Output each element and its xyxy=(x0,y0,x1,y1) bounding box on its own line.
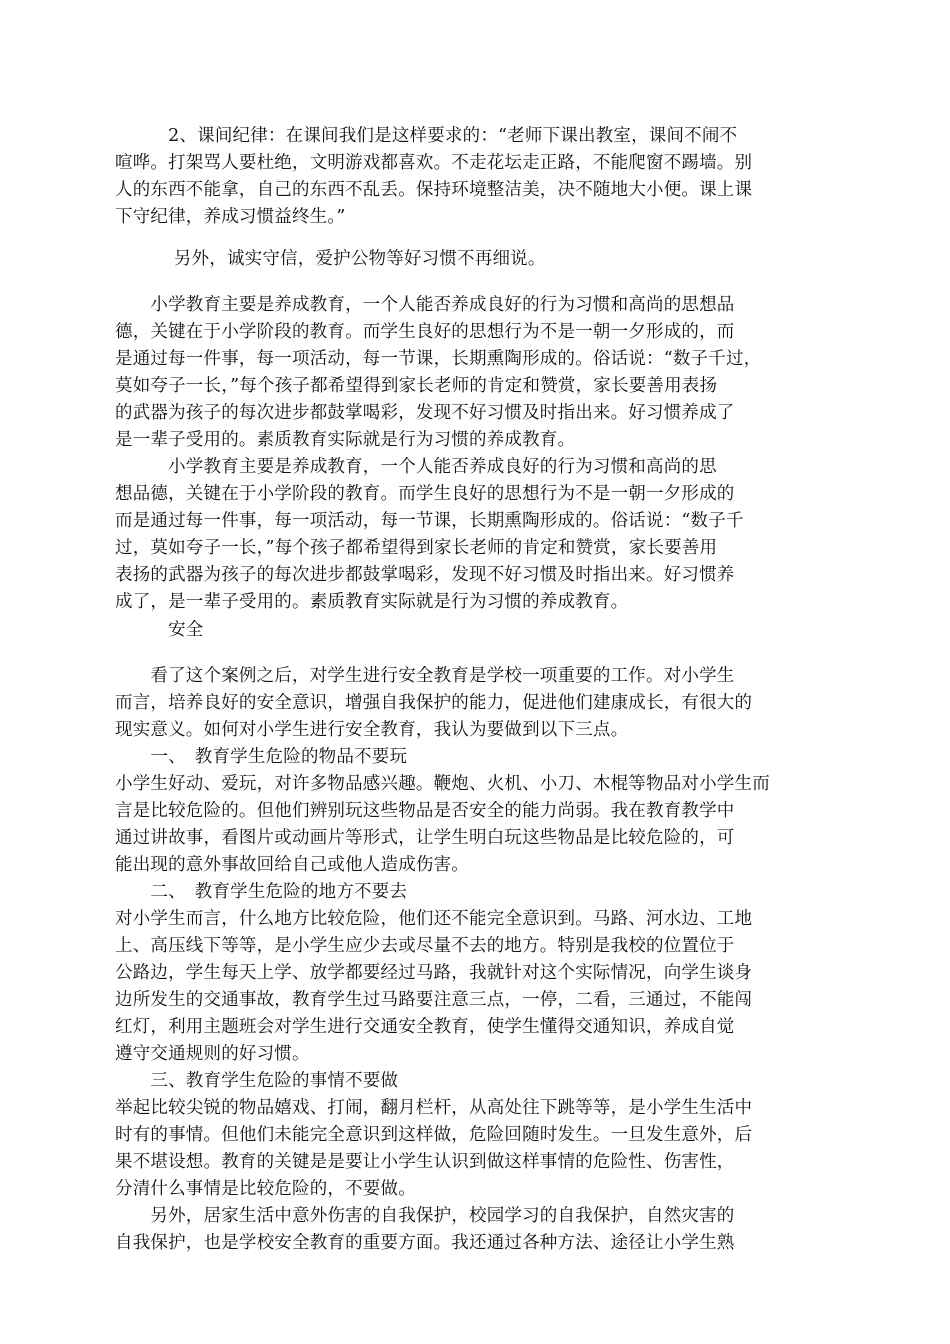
text-line: 是一辈子受用的。素质教育实际就是行为习惯的养成教育。 xyxy=(115,430,576,450)
text-line: 能出现的意外事故回给自己或他人造成伤害。 xyxy=(115,855,469,875)
text-line: 是通过每一件事，每一项活动，每一节课，长期熏陶形成的。俗话说：“数子千过， xyxy=(115,349,762,369)
text-line: 现实意义。如何对小学生进行安全教育，我认为要做到以下三点。 xyxy=(115,720,629,740)
text-line: 红灯，利用主题班会对学生进行交通安全教育，使学生懂得交通知识，养成自觉 xyxy=(115,1017,735,1037)
item-heading: 三、教育学生危险的事情不要做 xyxy=(115,1071,399,1091)
paragraph-habit-education-1 xyxy=(115,292,815,454)
paragraph-safety-intro xyxy=(115,663,815,744)
text-line: 小学生好动、爱玩，对许多物品感兴趣。鞭炮、火机、小刀、木棍等物品对小学生而 xyxy=(115,774,770,794)
text-line: 喧哗。打架骂人要杜绝，文明游戏都喜欢。不走花坛走正路，不能爬窗不踢墙。别 xyxy=(115,153,753,173)
text-line: 表扬的武器为孩子的每次进步都鼓掌喝彩，发现不好习惯及时指出来。好习惯养 xyxy=(115,565,735,585)
paragraph-item-dangerous-objects xyxy=(115,744,815,879)
text-line: 另外，居家生活中意外伤害的自我保护，校园学习的自我保护，自然灾害的 xyxy=(115,1206,735,1226)
item-heading: 一、 教育学生危险的物品不要玩 xyxy=(115,747,408,767)
text-line: 言是比较危险的。但他们辨别玩这些物品是否安全的能力尚弱。我在教育教学中 xyxy=(115,801,735,821)
text-line: 小学教育主要是养成教育，一个人能否养成良好的行为习惯和高尚的思想品 xyxy=(115,295,735,315)
text-line: 过，莫如夸子一长，”每个孩子都希望得到家长老师的肯定和赞赏，家长要善用 xyxy=(115,538,718,558)
item-heading: 二、 教育学生危险的地方不要去 xyxy=(115,882,408,902)
text-line: 上、高压线下等等，是小学生应少去或尽量不去的地方。特别是我校的位置位于 xyxy=(115,936,735,956)
text-line: 看了这个案例之后，对学生进行安全教育是学校一项重要的工作。对小学生 xyxy=(115,666,735,686)
paragraph-item-dangerous-actions xyxy=(115,1068,815,1203)
heading-text: 安全 xyxy=(115,620,204,640)
text-line: 下守纪律，养成习惯益终生。” xyxy=(115,207,346,227)
text-line: 果不堪设想。教育的关键是是要让小学生认识到做这样事情的危险性、伤害性， xyxy=(115,1152,735,1172)
text-line: 想品德，关键在于小学阶段的教育。而学生良好的思想行为不是一朝一夕形成的 xyxy=(115,484,735,504)
text-line: 自我保护，也是学校安全教育的重要方面。我还通过各种方法、途径让小学生熟 xyxy=(115,1233,735,1253)
paragraph-honesty xyxy=(115,246,815,273)
paragraph-class-discipline xyxy=(115,123,815,231)
text-line: 而言，培养良好的安全意识，增强自我保护的能力，促进他们建康成长，有很大的 xyxy=(115,693,753,713)
paragraph-closing xyxy=(115,1203,815,1257)
paragraph-item-dangerous-places xyxy=(115,879,815,1068)
text-line: 德，关键在于小学阶段的教育。而学生良好的思想行为不是一朝一夕形成的，而 xyxy=(115,322,735,342)
text-line: 边所发生的交通事故，教育学生过马路要注意三点，一停，二看，三通过，不能闯 xyxy=(115,990,753,1010)
text-line: 分清什么事情是比较危险的，不要做。 xyxy=(115,1179,416,1199)
text-line: 通过讲故事，看图片或动画片等形式，让学生明白玩这些物品是比较危险的，可 xyxy=(115,828,735,848)
text-line: 举起比较尖锐的物品嬉戏、打闹，翻月栏杆，从高处往下跳等等，是小学生生活中 xyxy=(115,1098,753,1118)
text-line: 而是通过每一件事，每一项活动，每一节课，长期熏陶形成的。俗话说：“数子千 xyxy=(115,511,744,531)
text-line: 遵守交通规则的好习惯。 xyxy=(115,1044,310,1064)
text-line: 莫如夸子一长，”每个孩子都希望得到家长老师的肯定和赞赏，家长要善用表扬 xyxy=(115,376,718,396)
text-line: 时有的事情。但他们未能完全意识到这样做，危险回随时发生。一旦发生意外，后 xyxy=(115,1125,753,1145)
section-heading-safety xyxy=(115,617,815,644)
text-line: 人的东西不能拿，自己的东西不乱丢。保持环境整洁美，决不随地大小便。课上课 xyxy=(115,180,753,200)
text-line: 对小学生而言，什么地方比较危险，他们还不能完全意识到。马路、河水边、工地 xyxy=(115,909,753,929)
paragraph-habit-education-2 xyxy=(115,454,815,616)
text-line: 成了，是一辈子受用的。素质教育实际就是行为习惯的养成教育。 xyxy=(115,592,629,612)
text-line: 2、课间纪律：在课间我们是这样要求的：“老师下课出教室，课间不闹不 xyxy=(115,126,738,146)
text-line: 公路边，学生每天上学、放学都要经过马路，我就针对这个实际情况，向学生谈身 xyxy=(115,963,753,983)
text-line: 的武器为孩子的每次进步都鼓掌喝彩，发现不好习惯及时指出来。好习惯养成了 xyxy=(115,403,735,423)
text-line: 小学教育主要是养成教育，一个人能否养成良好的行为习惯和高尚的思 xyxy=(115,457,717,477)
text-line: 另外，诚实守信，爱护公物等好习惯不再细说。 xyxy=(115,249,546,269)
